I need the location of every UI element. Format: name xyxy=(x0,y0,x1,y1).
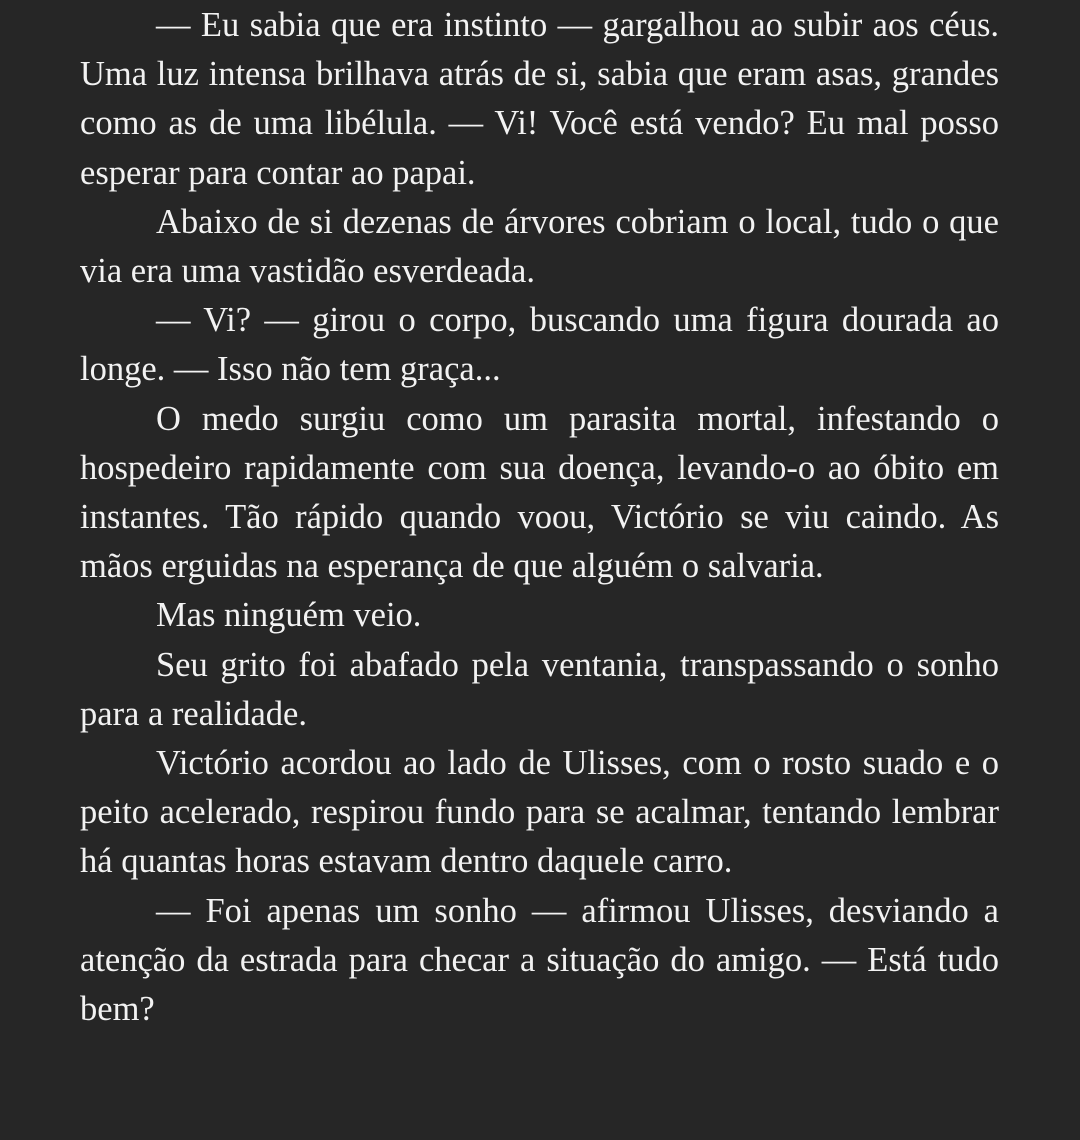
paragraph-4: O medo surgiu como um parasita mortal, infestando o hospedeiro rapidamente com sua doença, levando-o ao óbito em instantes. Tão rápido quando voou, Victório se viu caindo. As mãos erguidas na esperança de que alguém o salvaria. xyxy=(80,399,999,586)
paragraph-8: — Foi apenas um sonho — afirmou Ulisses, desviando a atenção da estrada para checar a situação do amigo. — Está tudo bem? xyxy=(80,891,999,1029)
paragraph-2: Abaixo de si dezenas de árvores cobriam o local, tudo o que via era uma vastidão esverdeada. xyxy=(80,202,999,291)
paragraph-6: Seu grito foi abafado pela ventania, transpassando o sonho para a realidade. xyxy=(80,645,999,733)
paragraph-1: — Eu sabia que era instinto — gargalhou ao subir aos céus. Uma luz intensa brilhava atrás de si, sabia que eram asas, grandes como as de uma libélula. — Vi! Você está vendo? Eu mal posso esperar para contar ao papai. xyxy=(80,6,999,192)
reading-page xyxy=(80,1,999,1034)
paragraph-3: — Vi? — girou o corpo, buscando uma figura dourada ao longe. — Isso não tem graça... xyxy=(80,301,999,389)
paragraph-7: Victório acordou ao lado de Ulisses, com o rosto suado e o peito acelerado, respirou fundo para se acalmar, tentando lembrar há quantas horas estavam dentro daquele carro. xyxy=(80,744,999,881)
paragraph-5: Mas ninguém veio. xyxy=(156,596,422,635)
